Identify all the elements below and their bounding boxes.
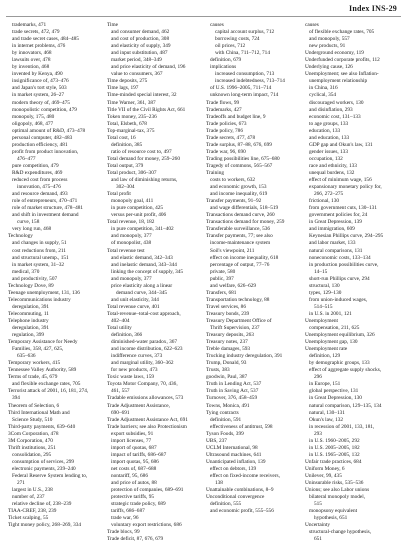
index-entry: 271 — [17, 480, 25, 487]
index-entry: in pure competition, 425 — [111, 205, 164, 212]
index-entry: by demographic groups, 133 — [309, 360, 370, 367]
index-entry: in production possibilities curve, — [309, 261, 379, 268]
index-entry: 651 — [314, 536, 322, 543]
index-entry: Underfunded corporate profits, 112 — [305, 57, 380, 64]
index-entry: Unemployment equilibrium, 326 — [305, 332, 375, 339]
index-entry: linking the concept of supply, 345 — [111, 268, 184, 275]
index-entry: Unions; see also Labor unions — [305, 487, 370, 494]
index-entry: in U.S. 2005–2005, 182 — [309, 444, 360, 451]
index-entry: expansionary monetary policy for, — [309, 184, 382, 191]
index-entry: to age groups, 133 — [309, 120, 349, 127]
index-entry: occupation, 132 — [309, 155, 343, 162]
index-entry: Trading possibilities line, 675–680 — [206, 155, 280, 162]
index-entry: monopolistic competition, 479 — [12, 106, 77, 113]
index-entry: net costs of, 687–688 — [111, 465, 157, 472]
index-entry: voluntary export restrictions, 686 — [111, 522, 182, 529]
index-entry: Telephone industry — [8, 317, 49, 324]
index-entry: protective tariffs, 95 — [111, 494, 154, 501]
index-entry: production efficiency, 481 — [12, 141, 68, 148]
index-entry: and elasticity of supply, 349 — [111, 43, 171, 50]
index-entry: Time-minded special interest, 32 — [107, 92, 177, 99]
index-entry: and cost of production, 308 — [111, 36, 170, 43]
index-entry: public, 397 — [210, 275, 234, 282]
index-entry: government policies for, 24 — [309, 212, 368, 219]
index-entry: Towns, Monica, 491 — [206, 402, 250, 409]
index-entry: and input substitution, 487 — [111, 50, 168, 57]
index-column-2 — [107, 22, 206, 543]
index-entry: Tradable emissions allowances, 573 — [107, 395, 184, 402]
index-entry: R&D expenditures, 469 — [12, 169, 63, 176]
index-entry: with China, 711–712, 714 — [215, 50, 270, 57]
index-entry: protection of companies, 689–691 — [111, 487, 184, 494]
index-entry: effect of minimum wage, 156 — [309, 177, 372, 184]
index-entry: Trade flows, 99 — [206, 99, 240, 106]
index-entry: Unilever, 99, 435 — [305, 473, 342, 479]
index-entry: Unemployment — [305, 317, 338, 324]
index-entry: causes — [305, 22, 319, 28]
index-entry: diminished-water paradox, 367 — [111, 339, 178, 346]
index-entry: 296 — [314, 374, 322, 381]
index-entry: costs to workers, 632 — [210, 177, 256, 184]
index-entry: Tennessee Valley Authority, 589 — [8, 367, 77, 374]
index-entry: trade war, 96 — [111, 515, 139, 522]
index-entry: Trucking industry deregulation, 391 — [206, 353, 283, 360]
index-entry: Total-revenue–total-cost approach, — [107, 310, 181, 317]
index-entry: and labor market, 133 — [309, 240, 356, 247]
index-entry: import quotas, 95, 686 — [111, 458, 159, 465]
index-entry: and shift in investment demand — [12, 212, 79, 219]
index-entry: UCLM International, 98 — [206, 444, 258, 451]
index-entry: and income distribution, 622–623 — [111, 346, 183, 353]
index-entry: Transfer payments, 91–92 — [206, 198, 262, 205]
index-entry: 461, 557 — [111, 388, 130, 395]
index-entry: Telecommunications industry — [8, 296, 71, 303]
index-entry: 476–477 — [17, 155, 36, 162]
index-entry: Total revenue, 18, 182 — [107, 219, 155, 226]
index-entry: bilateral monopoly model, — [309, 494, 366, 501]
index-entry: Transfer payments, 77; see also — [206, 233, 273, 240]
index-entry: economic cost, 131–133 — [309, 113, 361, 120]
index-entry: TIAA-CREF, 238, 239 — [8, 508, 57, 515]
index-entry: Terrorist attack of 2001, 16, 181, 274, — [8, 388, 89, 395]
index-entry: Uninsurable risks, 535–536 — [305, 480, 364, 487]
index-entry: increased indebtedness, 713–714 — [215, 78, 285, 85]
index-entry: definition, 555 — [210, 501, 242, 508]
index-entry: Federal Reserve System lending to, — [12, 473, 88, 479]
index-entry: Underground economy, 119 — [305, 50, 364, 57]
index-entry: unequal burdens, 132 — [309, 169, 355, 176]
index-entry: 266, 272–275 — [314, 191, 344, 198]
index-entry: consumption of services, 299 — [12, 458, 75, 465]
index-entry: Transfers, 681 — [206, 289, 237, 296]
index-entry: 690–691 — [111, 409, 130, 416]
index-entry: Thrift institutions, 251 — [8, 444, 56, 451]
index-entry: Temporary Assistance for Needy — [8, 339, 78, 346]
index-entry: in internet problems, 476 — [12, 43, 66, 50]
index-entry: Total revenue curve, 401 — [107, 303, 160, 310]
index-entry: Top-marginal-tax, 375 — [107, 127, 155, 134]
index-entry: and structural unemp., 151 — [12, 254, 69, 261]
index-entry: Toxic waste laws, 159 — [107, 374, 154, 381]
index-entry: and monopoly, 377 — [111, 233, 152, 240]
index-entry: compensation, 211, 625 — [309, 325, 360, 332]
index-entry: Turnover, 376, 458–459 — [206, 395, 258, 402]
index-entry: goodwin, Paul, 387 — [206, 374, 248, 381]
index-entry: effect on fixed-income receivers, — [210, 473, 280, 479]
index-entry: and law of diminishing returns, — [111, 177, 178, 184]
index-entry: and changes in supply, 51 — [12, 240, 67, 247]
index-entry: deregulation, 391 — [12, 325, 50, 332]
index-entry: Technology — [8, 233, 33, 240]
index-entry: Training — [206, 169, 225, 176]
index-entry: UBS, 237 — [206, 437, 227, 444]
index-entry: effect of aggregate supply shocks, — [309, 367, 382, 374]
page-header — [6, 4, 401, 18]
index-entry: Total profit — [107, 191, 131, 198]
index-entry: of monopolist, 438 — [111, 240, 152, 247]
index-entry: Trade Adjustment Assistance, — [107, 402, 170, 409]
index-entry: Underlying cause, 126 — [305, 64, 353, 71]
index-entry: very long run, 468 — [12, 226, 52, 233]
index-entry: in Great Depression, 139 — [309, 219, 362, 226]
index-entry: education, 133 — [309, 127, 341, 134]
index-entry: types, 129–130 — [309, 289, 342, 296]
index-entry: and productivity, 507 — [12, 275, 58, 282]
index-entry: discouraged workers, 130 — [309, 99, 364, 106]
running-header: Index INS-29 — [349, 4, 397, 13]
index-entry: borrowing costs, 724 — [215, 36, 260, 43]
index-entry: Treble damages, 593 — [206, 346, 251, 353]
index-entry: structural, 130 — [309, 282, 340, 289]
index-entry: Third-party payments, 639–640 — [8, 423, 76, 430]
index-entry: in U.S. in 2001, 121 — [309, 310, 352, 317]
index-entry: by innovators, 468 — [12, 50, 52, 57]
index-entry: and flexible exchange rates, 705 — [12, 381, 81, 388]
index-entry: for new products, 473 — [111, 367, 158, 374]
index-entry: in recession of 2001, 133, 181, — [309, 423, 375, 430]
index-entry: medical, 370 — [12, 268, 40, 275]
index-entry: cyclical, 354 — [309, 92, 337, 99]
index-entry: monopoly, 175, 480 — [12, 113, 55, 120]
index-entry: and economic growth, 153 — [210, 184, 267, 191]
index-entry: private, 580 — [210, 268, 236, 275]
index-entry: Time lags, 197 — [107, 85, 139, 92]
index-entry: Third International Math and — [8, 409, 70, 416]
index-entry: Terms of trade, 45, 679 — [8, 374, 58, 381]
index-entry: definition, 679 — [210, 57, 242, 64]
index-entry: 515 — [314, 501, 322, 508]
index-entry: in U.S. 1960–2005, 292 — [309, 437, 360, 444]
index-entry: and inelastic demand, 343–344 — [111, 261, 177, 268]
index-entry: Uncertainty — [305, 522, 331, 529]
index-entry: Trade barriers; see also Protectionism — [107, 423, 187, 430]
index-column-3 — [206, 22, 305, 543]
index-columns — [8, 22, 405, 543]
index-entry: Unemployment gap, 130 — [305, 339, 358, 346]
index-entry: Trade policies, 673 — [206, 120, 247, 127]
index-entry: Total cost, 16 — [107, 134, 136, 141]
index-entry: role of market structure, 478–481 — [12, 205, 84, 212]
index-entry: hypothesis, 651 — [314, 515, 348, 522]
index-entry: role of entrepreneurs, 470–471 — [12, 198, 78, 205]
index-entry: Unemployment; see also Inflation- — [305, 71, 379, 78]
index-entry: in Great Depression, 130 — [309, 395, 362, 402]
index-entry: Uniform Money, 6 — [305, 465, 345, 472]
index-entry: and welfare, 626–629 — [210, 282, 257, 289]
index-entry: Keynesian Phillips curve, 294–295 — [309, 233, 384, 240]
index-entry: and economic profit, 555–556 — [210, 508, 274, 515]
index-entry: tariffs, 686–687 — [111, 508, 145, 515]
index-entry: definition, 366 — [111, 332, 143, 339]
index-entry: versus per-unit profit, 406 — [111, 212, 167, 219]
index-entry: Treasury Department Office of — [206, 317, 272, 324]
index-entry: reduced cost from process — [12, 177, 68, 184]
index-entry: curve, 158 — [17, 219, 40, 226]
index-entry: in pure competition, 341–402 — [111, 226, 174, 233]
index-entry: Theorem of Selection, 6 — [8, 402, 60, 409]
index-entry: and monopoly, 377 — [111, 275, 152, 282]
index-entry: unknown long-term impact, 714 — [210, 92, 279, 99]
index-entry: Total output, 379 — [107, 162, 144, 169]
index-entry: of U.S. 1996–2005, 711–714 — [210, 85, 272, 92]
index-entry: natural comparisons, 131 — [309, 247, 363, 254]
index-entry: 3Com Corporation, 478 — [8, 430, 59, 437]
index-entry: increased consumption, 713 — [215, 71, 275, 78]
index-entry: Transactions demand for money, 259 — [206, 219, 285, 226]
index-entry: consolidation, 295 — [12, 451, 52, 458]
index-entry: profit from product innovation, — [12, 148, 79, 155]
index-entry: Soil's viewpoint, 211 — [210, 247, 255, 254]
index-entry: strategic trade policy, 689 — [111, 501, 166, 508]
index-entry: impact of tariffs, 686–687 — [111, 451, 167, 458]
index-entry: 14–15 — [314, 268, 328, 275]
index-entry: Truth in Lending Act, 537 — [206, 381, 262, 388]
index-entry: gender issues, 133 — [309, 148, 348, 155]
index-entry: definition, 591 — [210, 416, 242, 423]
index-entry: Unconditional convergence — [206, 494, 265, 501]
index-entry: race and ethnicity, 133 — [309, 162, 357, 169]
index-entry: frictional, 130 — [309, 198, 340, 205]
index-entry: and education, 133 — [309, 134, 350, 141]
index-entry: Total product, 306–307 — [107, 169, 157, 176]
index-entry: Unattainable combinations, 8–9 — [206, 487, 274, 494]
index-entry: demand curve, 344–345 — [116, 289, 168, 296]
index-entry: Transactions demand curve, 260 — [206, 212, 275, 219]
index-entry: Time — [107, 22, 118, 28]
index-entry: optimal amount of R&D, 473–478 — [12, 127, 86, 134]
index-entry: oil prices, 712 — [215, 43, 246, 50]
index-entry: Tying contracts — [206, 409, 239, 416]
index-entry: modern theory of, 469–475 — [12, 99, 70, 106]
index-entry: in market system, 26–27 — [12, 92, 65, 99]
index-entry: insignificance of, 473–476 — [12, 78, 69, 85]
index-entry: Token money, 235–236 — [107, 113, 157, 120]
index-entry: Trusts, 383 — [206, 367, 230, 374]
index-entry: export subsidies, 91 — [111, 430, 154, 437]
index-entry: definition, 385 — [111, 141, 143, 148]
index-entry: Total, Elsbeth, 678 — [107, 120, 147, 127]
index-entry: Toyota Motor Company, 70, 436, — [107, 381, 178, 388]
index-entry: Trade deficit, 87, 676, 679 — [107, 536, 164, 543]
index-entry: Treasury bonds, 239 — [206, 310, 250, 317]
index-entry: effect on income inequality, 618 — [210, 254, 279, 261]
index-entry: GDP gap and Okun's law, 131 — [309, 141, 373, 148]
index-entry: effect on debtors, 139 — [210, 465, 257, 472]
index-entry: Technology Dove, 89 — [8, 282, 54, 289]
index-entry: market period, 348–349 — [111, 57, 162, 64]
index-entry: in market system, 31–32 — [12, 261, 65, 268]
index-entry: number of, 237 — [12, 494, 45, 501]
index-entry: noneconomic costs, 133–134 — [309, 254, 371, 261]
index-column-1 — [8, 22, 107, 543]
index-entry: lawsuits over, 478 — [12, 57, 51, 64]
index-entry: Tragedy of commons, 565–567 — [206, 162, 273, 169]
index-entry: invented by Kenya, 490 — [12, 71, 63, 78]
index-entry: percentage of output, 77–76 — [210, 261, 270, 268]
index-entry: structural-change hypothesis, — [309, 529, 372, 536]
index-entry: causes — [210, 22, 224, 28]
index-entry: and income inequality, 619 — [210, 191, 268, 198]
index-entry: global perspective, 131 — [309, 388, 359, 395]
index-entry: 402–404 — [111, 317, 130, 324]
index-entry: by invention, 468 — [12, 64, 50, 71]
index-entry: Teenage unemployment, 131, 136 — [8, 289, 80, 296]
index-entry: Tradeoffs and budget line, 9 — [206, 113, 266, 120]
index-entry: 138 — [215, 480, 223, 487]
index-entry: Unemployment rate — [305, 346, 348, 353]
index-entry: of flexible exchange rates, 705 — [309, 29, 375, 36]
index-entry: and disinflation, 293 — [309, 106, 353, 113]
index-entry: Okun's law, 132 — [309, 416, 344, 423]
index-entry: 3M Corporation, 470 — [8, 437, 53, 444]
index-entry: Science Study, 510 — [12, 416, 53, 423]
index-entry: and unit elasticity, 344 — [111, 296, 159, 303]
index-entry: Transferable surveillance, 536 — [206, 226, 271, 233]
index-entry: implications — [210, 64, 237, 71]
index-entry: Trade war, 96, 690 — [206, 148, 246, 155]
index-entry: ratio of resource cost to, 497 — [111, 148, 172, 155]
index-entry: Trade secrets, 477, 478 — [206, 134, 256, 141]
index-entry: from government cuts, 130–131 — [309, 205, 377, 212]
index-entry: 635–636 — [17, 353, 36, 360]
index-entry: oligopoly, 468, 477 — [12, 120, 54, 127]
index-entry: electronic payments, 239–240 — [12, 465, 76, 472]
index-entry: and monopoly, 557 — [309, 36, 350, 43]
index-entry: Tyson Foods, 399 — [206, 430, 244, 437]
index-column-4 — [305, 22, 404, 543]
index-entry: Travel services, 86 — [206, 303, 246, 310]
index-entry: relative decline of, 238–239 — [12, 501, 72, 508]
index-entry: Thrift Supervision, 237 — [210, 325, 260, 332]
index-entry: Total demand for money, 259–260 — [107, 155, 180, 162]
index-entry: Ultrasound machines, 641 — [206, 451, 262, 458]
index-entry: Trump, Donald, 93 — [206, 360, 247, 367]
index-entry: short-run Phillips curve, 294 — [309, 275, 370, 282]
index-entry: cost reductions from, 211 — [12, 247, 66, 254]
index-entry: capital account surplus, 712 — [215, 29, 275, 36]
index-entry: import of quotas, 687 — [111, 444, 157, 451]
index-entry: Telecommuting, 11 — [8, 310, 49, 317]
index-entry: in China, 316 — [309, 85, 338, 92]
index-entry: from union-induced wages, — [309, 296, 368, 303]
index-entry: value to consumers, 367 — [111, 71, 163, 78]
index-entry: trade secrets, 472, 479 — [12, 29, 60, 36]
index-entry: nontariff, 95, 686 — [111, 473, 148, 479]
index-entry: Title VII of the Civil Rights Act, 661 — [107, 106, 186, 113]
index-entry: Trade policy, 786 — [206, 127, 243, 134]
index-entry: and Japan's tort style, 503 — [12, 85, 67, 92]
index-entry: and consumer demand, 462 — [111, 29, 170, 36]
index-entry: in Europe, 151 — [309, 381, 341, 388]
index-entry: Trade blocs, 99 — [107, 529, 140, 536]
index-entry: and elastic demand, 342–343 — [111, 254, 173, 261]
index-entry: and marginal utility, 360–362 — [111, 360, 174, 367]
index-entry: price elasticity along a linear — [111, 282, 173, 289]
index-entry: Time deposits, 275 — [107, 78, 148, 85]
index-entry: Trade Adjustment Assistance Act, 691 — [107, 416, 188, 423]
index-entry: Total utility — [107, 325, 132, 332]
index-entry: Truth in Saving Act, 537 — [206, 388, 259, 395]
index-entry: deregulation, 391 — [12, 303, 50, 310]
index-entry: indifference curves, 373 — [111, 353, 163, 360]
index-entry: and trade secret cases, 484–485 — [12, 36, 79, 43]
index-entry: Tight money policy, 268–269, 334 — [8, 522, 82, 529]
index-entry: 293 — [314, 430, 322, 437]
index-entry: 394 — [12, 395, 20, 402]
index-entry: trademarks, 471 — [12, 22, 47, 28]
index-entry: 302–304 — [116, 184, 135, 191]
index-entry: new products, 91 — [309, 43, 346, 50]
index-entry: monopsony equivalent — [309, 508, 358, 515]
index-entry: Total revenue test — [107, 247, 145, 254]
index-entry: and resource demand, 493 — [12, 191, 68, 198]
index-entry: and immigration, 609 — [309, 226, 355, 233]
index-entry: Treasury deposits, 263 — [206, 332, 254, 339]
index-entry: Unfair trade practices, 684 — [305, 458, 362, 465]
index-entry: effectiveness of antitrust, 598 — [210, 423, 273, 430]
index-entry: import licenses, 77 — [111, 437, 152, 444]
index-entry: unemployment relationship — [309, 78, 368, 85]
index-entry: and price of autos, 88 — [111, 480, 157, 487]
index-entry: and price elasticity of demand, 196 — [111, 64, 186, 71]
index-entry: definition, 129 — [309, 353, 341, 360]
index-entry: and wage differentials, 518–519 — [210, 205, 279, 212]
index-entry: Transportation technology, 88 — [206, 296, 270, 303]
index-entry: pure competition, 479 — [12, 162, 59, 169]
index-entry: Families, 358, 427, 625, — [12, 346, 64, 353]
index-entry: innovation, 475–476 — [17, 184, 61, 191]
index-entry: Trademarks, 427 — [206, 106, 242, 113]
index-entry: Time Warner, 361, 387 — [107, 99, 156, 106]
index-entry: Ticket scalping, 55 — [8, 515, 49, 522]
header-rule — [6, 16, 401, 17]
index-entry: regulation, 399 — [12, 332, 45, 339]
index-entry: in U.S. 1965–2005, 132 — [309, 451, 360, 458]
index-entry: Treasury notes, 237 — [206, 339, 248, 346]
index-entry: natural comparison, 129–135, 134 — [309, 402, 382, 409]
index-entry: monopoly goal, 411 — [111, 198, 154, 205]
index-entry: Temporary workers, 415 — [8, 360, 61, 367]
index-entry: personal computer, 482–483 — [12, 134, 73, 141]
index-entry: largest in U.S., 238 — [12, 487, 53, 494]
index-entry: natural, 130–131 — [309, 409, 345, 416]
index-entry: income-maintenance system — [210, 240, 271, 247]
index-entry: 514–515 — [314, 303, 333, 310]
index-entry: Unanticipated inflation, 139 — [206, 458, 266, 465]
index-entry: Trade surplus, 87–88, 676, 699 — [206, 141, 272, 148]
